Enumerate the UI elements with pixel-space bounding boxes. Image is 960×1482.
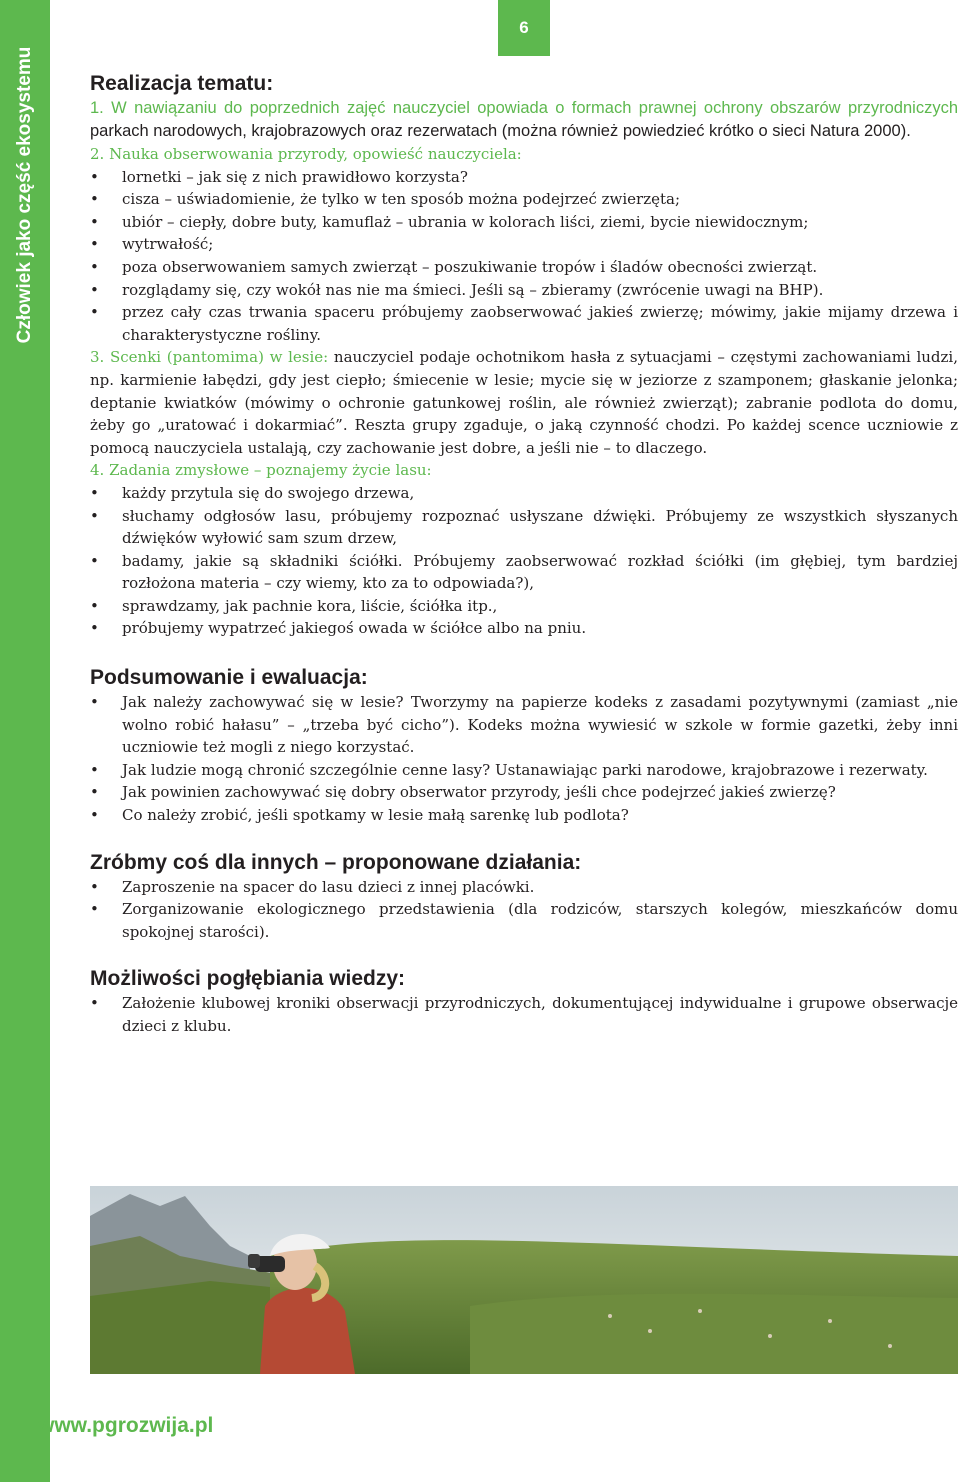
- list-item: • ubiór – ciepły, dobre buty, kamuflaż – ubrania w kolorach liści, ziemi, bycie niewidocznym;: [90, 211, 958, 234]
- point-4-heading: 4. Zadania zmysłowe – poznajemy życie lasu:: [90, 461, 432, 480]
- point-3-heading: 3. Scenki (pantomima) w lesie:: [90, 348, 329, 367]
- side-title: Człowiek jako część ekosystemu: [14, 46, 35, 344]
- point-1-green-text: 1.: [90, 99, 104, 117]
- list-item: • Co należy zrobić, jeśli spotkamy w lesie małą sarenkę lub podlota?: [90, 804, 958, 827]
- list-item: • wytrwałość;: [90, 233, 958, 256]
- list-item: • przez cały czas trwania spaceru próbujemy zaobserwować jakieś zwierzę; mówimy, jakie mijamy drzewa i charakterystyczne rośliny.: [90, 301, 958, 346]
- list-item: • słuchamy odgłosów lasu, próbujemy rozpoznać usłyszane dźwięki. Próbujemy ze wszystkich słyszanych dźwięków wyłowić sam szum drzew,: [90, 505, 958, 550]
- mozliwosci-heading: Możliwości pogłębiania wiedzy:: [90, 967, 406, 991]
- list-item: • Założenie klubowej kroniki obserwacji przyrodniczych, dokumentującej indywidualne i grupowe obserwacje dzieci z klubu.: [90, 992, 958, 1037]
- point-2-list: [90, 166, 958, 347]
- list-item: • Jak ludzie mogą chronić szczególnie cenne lasy? Ustanawiając parki narodowe, krajobrazowe i rezerwaty.: [90, 759, 958, 782]
- main-content: [90, 70, 958, 1038]
- zrobmy-heading: Zróbmy coś dla innych – proponowane działania:: [90, 850, 582, 874]
- list-item: • lornetki – jak się z nich prawidłowo korzysta?: [90, 166, 958, 189]
- side-bar: [0, 0, 50, 1482]
- footer-url[interactable]: www.pgrozwija.pl: [38, 1414, 214, 1437]
- page-number: 6: [498, 0, 550, 56]
- zrobmy-list: [90, 876, 958, 944]
- point-2-heading: 2. Nauka obserwowania przyrody, opowieść nauczyciela:: [90, 145, 522, 163]
- list-item: • cisza – uświadomienie, że tylko w ten sposób można podejrzeć zwierzęta;: [90, 188, 958, 211]
- list-item: • rozglądamy się, czy wokół nas nie ma śmieci. Jeśli są – zbieramy (zwrócenie uwagi na BHP).: [90, 279, 958, 302]
- point-3-text: nauczyciel podaje ochotnikom hasła z sytuacjami – częstymi zachowaniami ludzi, np. karmienie łabędzi, gdy jest ciepło; śmiecenie w lesie; mycie się w jeziorze z szamponem; głaskanie jelonka; deptanie kwiatków (mówimy o ochronie gatunkowej roślin, ale również zwierząt); zabranie podlota do domu, żeby go „uratować i dokarmiać”. Reszta grupy zgaduje, o jaką czynność chodzi. Po każdej scence uczniowie z pomocą nauczyciela ustalają, czy zachowanie jest dobre, a jeśli nie – to dlaczego.: [90, 348, 958, 457]
- realizacja-heading: Realizacja tematu:: [90, 72, 274, 95]
- birdwatcher-photo: [90, 1186, 958, 1374]
- point-1-green-intro: W nawiązaniu do poprzednich zajęć nauczyciel opowiada o formach prawnej ochrony obszarów przyrodniczych: [103, 99, 958, 117]
- realizacja-point-1: [90, 97, 958, 143]
- point-4-list: [90, 482, 958, 640]
- podsumowanie-list: [90, 691, 958, 827]
- list-item: • badamy, jakie są składniki ściółki. Próbujemy zaobserwować rozkład ściółki (im głębiej, tym bardziej rozłożona materia – czy wiemy, kto za to odpowiada?),: [90, 550, 958, 595]
- landscape-illustration: [90, 1186, 958, 1374]
- list-item: • Zorganizowanie ekologicznego przedstawienia (dla rodziców, starszych kolegów, mieszkańców domu spokojnej starości).: [90, 898, 958, 943]
- list-item: • każdy przytula się do swojego drzewa,: [90, 482, 958, 505]
- mozliwosci-list: [90, 992, 958, 1037]
- list-item: • Zaproszenie na spacer do lasu dzieci z innej placówki.: [90, 876, 958, 899]
- list-item: • sprawdzamy, jak pachnie kora, liście, ściółka itp.,: [90, 595, 958, 618]
- point-1-rest: parkach narodowych, krajobrazowych oraz rezerwatach (można również powiedzieć krótko o sieci Natura 2000).: [90, 122, 911, 140]
- podsumowanie-heading: Podsumowanie i ewaluacja:: [90, 666, 368, 690]
- list-item: • poza obserwowaniem samych zwierząt – poszukiwanie tropów i śladów obecności zwierząt.: [90, 256, 958, 279]
- list-item: • Jak powinien zachowywać się dobry obserwator przyrody, jeśli chce podejrzeć jakieś zwierzę?: [90, 781, 958, 804]
- list-item: • Jak należy zachowywać się w lesie? Tworzymy na papierze kodeks z zasadami pozytywnymi (zamiast „nie wolno robić hałasu” – „trzeba być cicho”). Kodeks można wywiesić w szkole w formie gazetki, żeby inni uczniowie też mogli z niego korzystać.: [90, 691, 958, 759]
- list-item: • próbujemy wypatrzeć jakiegoś owada w ściółce albo na pniu.: [90, 617, 958, 640]
- point-3: [90, 346, 958, 459]
